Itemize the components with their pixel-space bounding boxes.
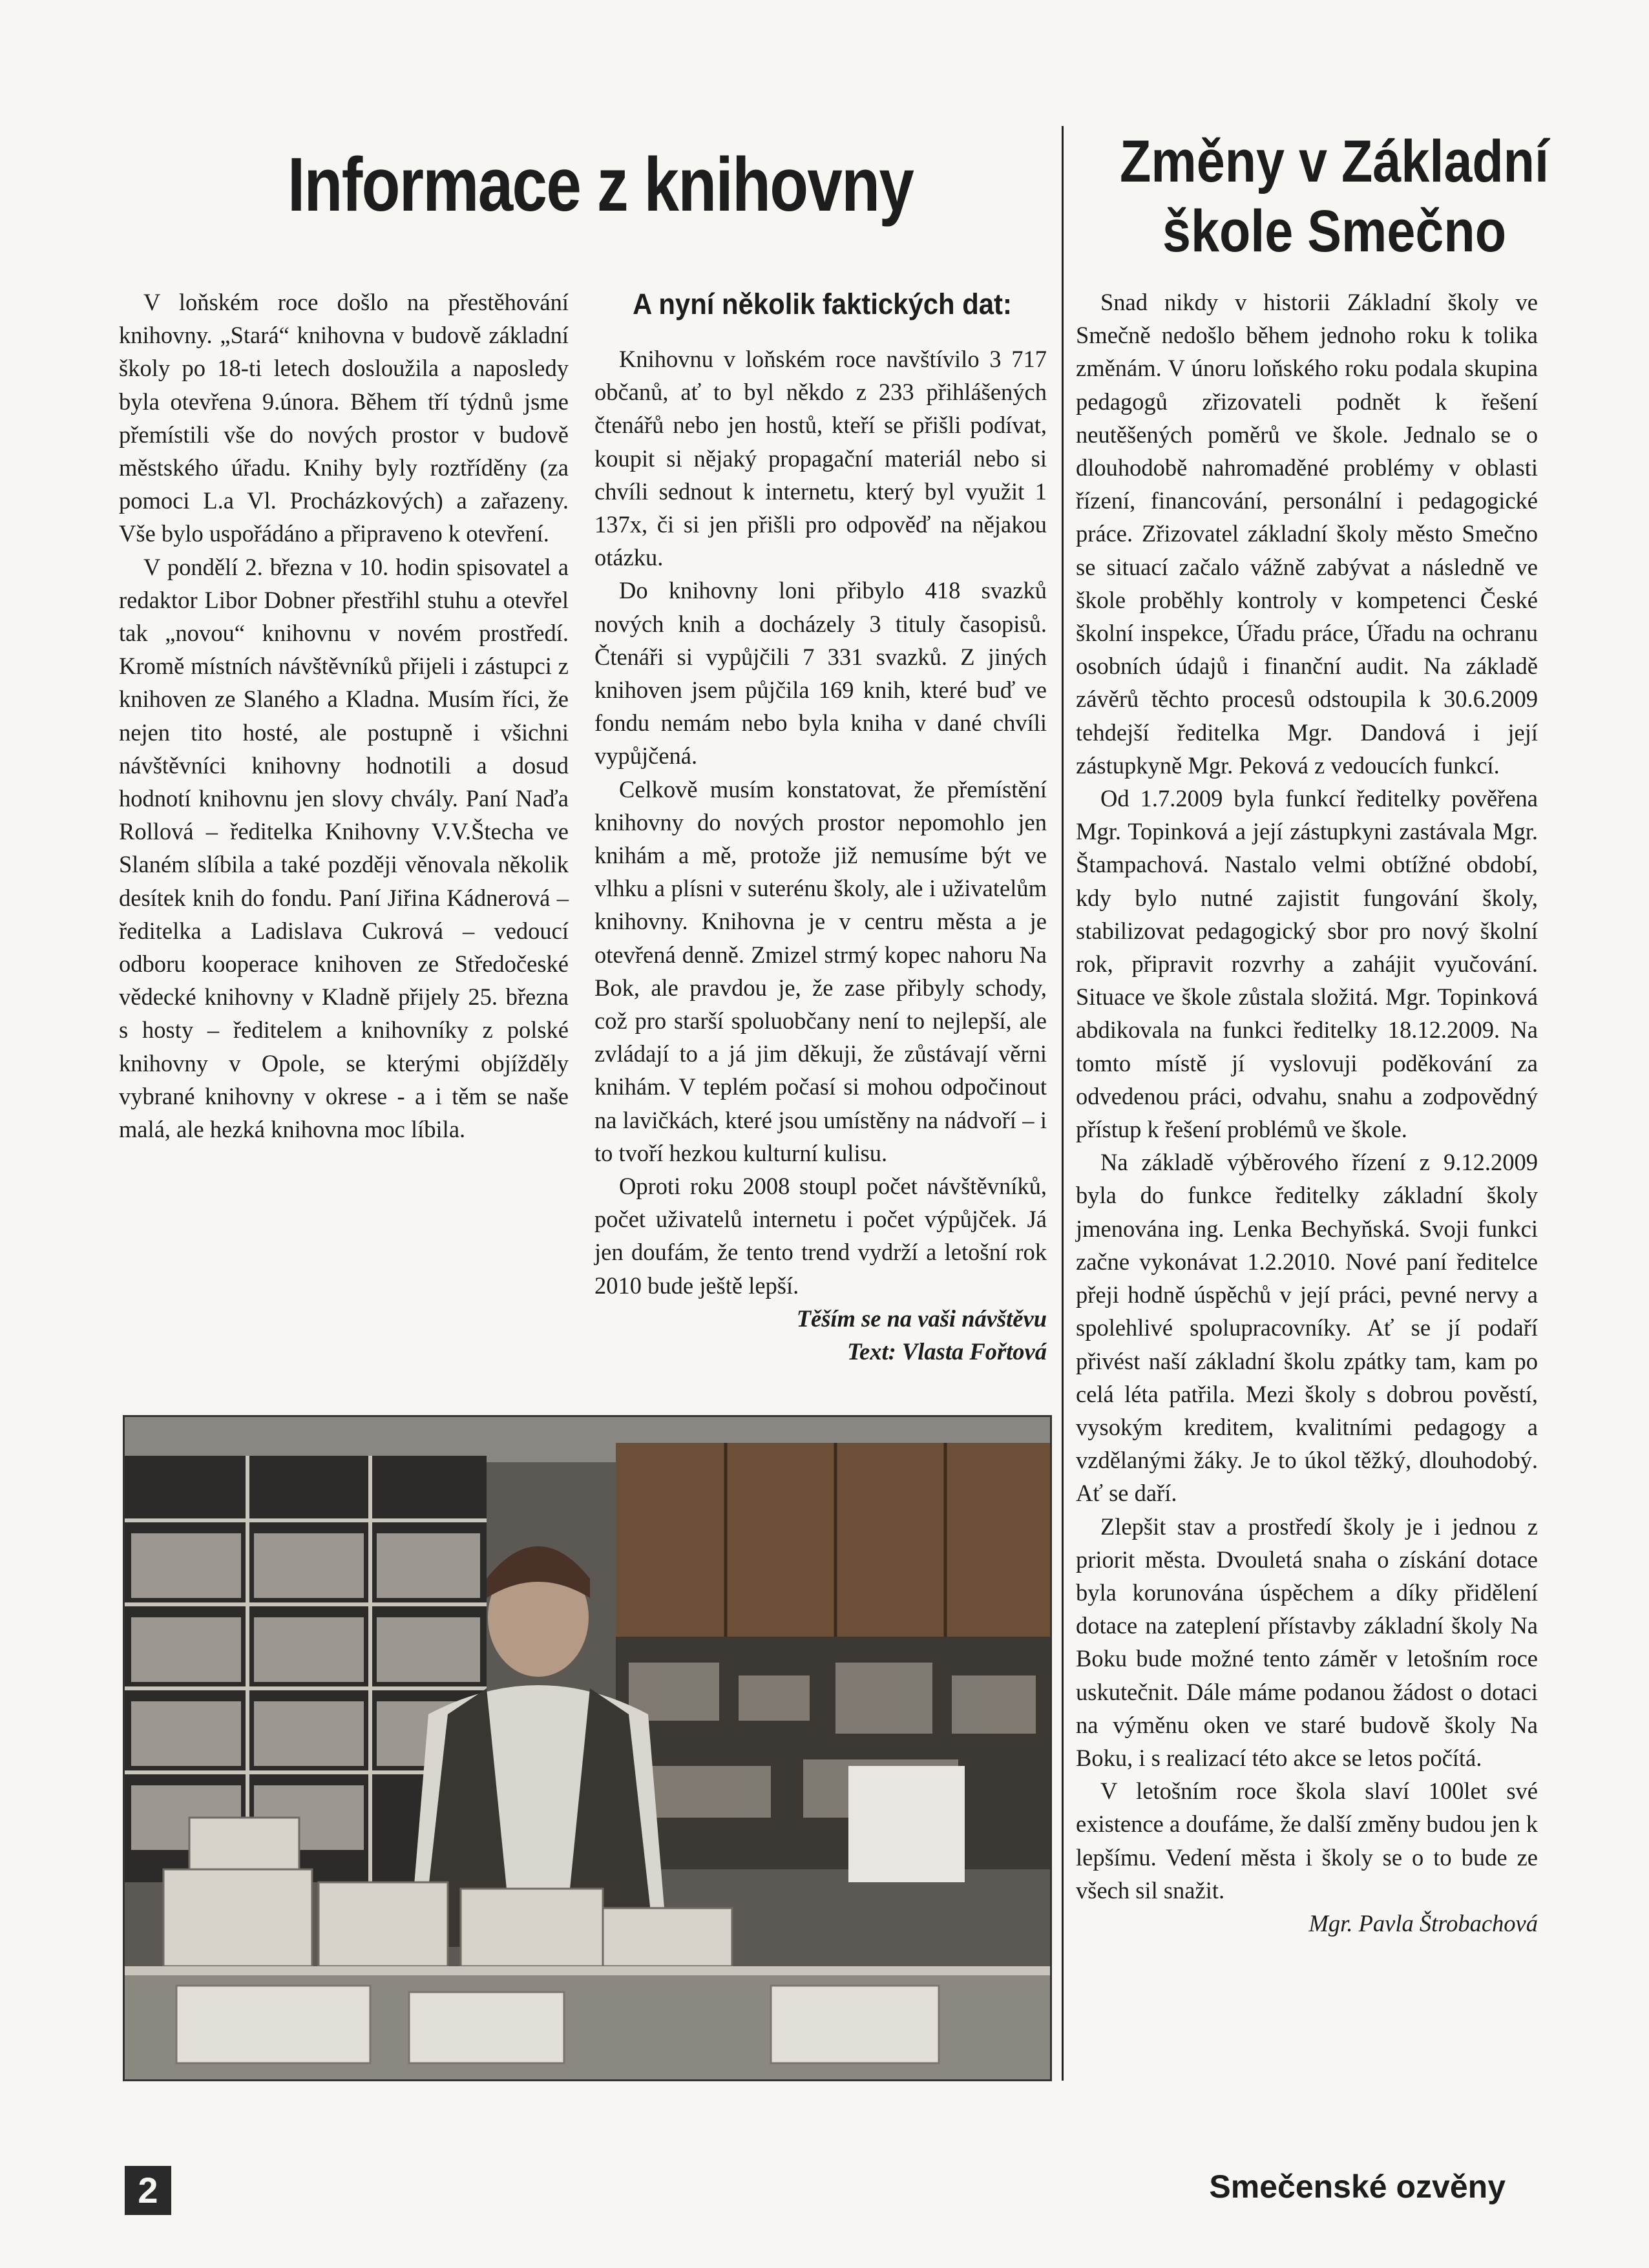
paragraph: Knihovnu v loňském roce navštívilo 3 717 občanů, ať to byl někdo z 233 přihlášených čtenářů nebo jen hostů, kteří se přišli podívat, koupit si nějaký propagační materiál nebo si chvíli sednout k internetu, který byl využit 1 137x, či si jen přišli pro odpověď na nějakou otázku. [594,346,1047,571]
facts-subheading: A nyní několik faktických dat: [633,288,1012,320]
paragraph: Na základě výběrového řízení z 9.12.2009 byla do funkce ředitelky základní školy jmenována ing. Lenka Bechyňská. Svoji funkci začne vykonávat 1.2.2010. Nové paní ředitelce přeji hodně úspěchů v její práci, pevné nervy a spolehlivé spolupracovníky. Ať se jí podaří přivést naší základní školu zpátky tam, kam po celá léta patřila. Mezi školy s dobrou pověstí, vysokým kreditem, kvalitními pedagogy a vzdělanými žáky. Je to úkol těžký, dlouhodobý. Ať se daří. [1076,1149,1538,1507]
paragraph: Oproti roku 2008 stoupl počet návštěvníků, počet uživatelů internetu i počet výpůjček. Já jen doufám, že tento trend vydrží a letošní rok 2010 bude ještě lepší. [594,1173,1047,1299]
column-3-text [1076,286,1538,1940]
publication-name: Smečenské ozvěny [1209,2168,1506,2205]
column-1-text [119,286,569,1146]
library-photo [123,1415,1052,2081]
article-title: Informace z knihovny [288,142,914,227]
column-divider [1062,126,1064,2081]
right-article-title: Změny v Základní škole Smečno [1120,129,1549,264]
closing-line: Těším se na vaši návštěvu [796,1305,1047,1332]
paragraph: Od 1.7.2009 byla funkcí ředitelky pověřena Mgr. Topinková a její zástupkyni zastávala Mgr. Štampachová. Nastalo velmi obtížné období, kdy bylo nutné zajistit fungování školy, stabilizovat pedagogický sbor pro nový školní rok, připravit rozvrhy a zahájit vyučování. Situace ve škole zůstala složitá. Mgr. Topinková abdikovala na funkci ředitelky 18.12.2009. Na tomto místě jí vyslovuji poděkování za odvedenou práci, odvahu, snahu a zodpovědný přístup k řešení problémů ve škole. [1076,785,1538,1143]
paragraph: Do knihovny loni přibylo 418 svazků nových knih a docházely 3 tituly časopisů. Čtenáři si vypůjčili 7 331 svazků. Z jiných knihoven jsem půjčila 169 knih, které buď ve fondu nemám nebo byla kniha v dané chvíli vypůjčená. [594,577,1047,770]
paragraph: Celkově musím konstatovat, že přemístění knihovny do nových prostor nepomohlo jen knihám a mě, protože již nemusíme být ve vlhku a plísni v suterénu školy, ale i uživatelům knihovny. Knihovna je v centru města a je otevřená denně. Zmizel strmý kopec nahoru Na Bok, ale pravdou je, že zase přibyly schody, což pro starší spoluobčany není to nejlepší, ale zvládají to a já jim děkuji, že zůstávají věrni knihám. V teplém počasí si mohou odpočinout na lavičkách, které jsou umístěny na nádvoří – i to tvoří hezkou kulturní kulisu. [594,775,1047,1166]
paragraph: V letošním roce škola slaví 100let své existence a doufáme, že další změny budou jen k lepšímu. Vedení města i školy se o to bude ze všech sil snažit. [1076,1778,1538,1904]
paragraph: Zlepšit stav a prostředí školy je i jednou z priorit města. Dvouletá snaha o získání dotace byla korunována úspěchem a díky přidělení dotace na zateplení přístavby základní školy Na Boku bude možné tento záměr v letošním roce uskutečnit. Dále máme podanou žádost o dotaci na výměnu oken ve staré budově školy Na Boku, i s realizací této akce se letos počítá. [1076,1513,1538,1771]
author-signature: Text: Vlasta Fořtová [847,1338,1047,1365]
paragraph: Snad nikdy v historii Základní školy ve Smečně nedošlo během jednoho roku k tolika změnám. V únoru loňského roku podala skupina pedagogů zřizovateli podnět k řešení neutěšených poměrů ve škole. Jednalo se o dlouhodobě nahromaděné problémy v oblasti řízení, financování, personální i pedagogické práce. Zřizovatel základní školy město Smečno se situací začalo vážně zabývat a následně ve škole proběhly kontroly v kompetenci České školní inspekce, Úřadu práce, Úřadu na ochranu osobních údajů i finanční audit. Na základě závěrů těchto procesů odstoupila k 30.6.2009 tehdejší ředitelka Mgr. Dandová i její zástupkyně Mgr. Peková z vedoucích funkcí. [1076,289,1538,779]
page-number: 2 [125,2166,171,2215]
paragraph: V loňském roce došlo na přestěhování knihovny. „Stará“ knihovna v budově základní školy po 18-ti letech dosloužila a naposledy byla otevřena 9.února. Během tří týdnů jsme přemístili vše do nových prostor v budově městského úřadu. Knihy byly roztříděny (za pomoci L.a Vl. Procházkových) a zařazeny. Vše bylo uspořádáno a připraveno k otevření. [119,289,569,547]
paragraph: V pondělí 2. března v 10. hodin spisovatel a redaktor Libor Dobner přestřihl stuhu a otevřel tak „novou“ knihovnu v novém prostředí. Kromě místních návštěvníků přijeli i zástupci z knihoven ze Slaného a Kladna. Musím říci, že nejen tito hosté, ale postupně i všichni návštěvníci knihovny hodnotili a dosud hodnotí knihovnu jen slovy chvály. Paní Naďa Rollová – ředitelka Knihovny V.V.Štecha ve Slaném slíbila a také později věnovala několik desítek knih do fondu. Paní Jiřina Kádnerová – ředitelka a Ladislava Cukrová – vedoucí odboru kooperace knihoven ze Středočeské vědecké knihovny v Kladně přijely 25. března s hosty – ředitelem a knihovníky z polské knihovny v Opole, se kterými objížděly vybrané knihovny v okrese - a i těm se naše malá, ale hezká knihovna moc líbila. [119,553,569,1143]
column-2-text [594,342,1047,1368]
author-signature: Mgr. Pavla Štrobachová [1308,1909,1538,1937]
